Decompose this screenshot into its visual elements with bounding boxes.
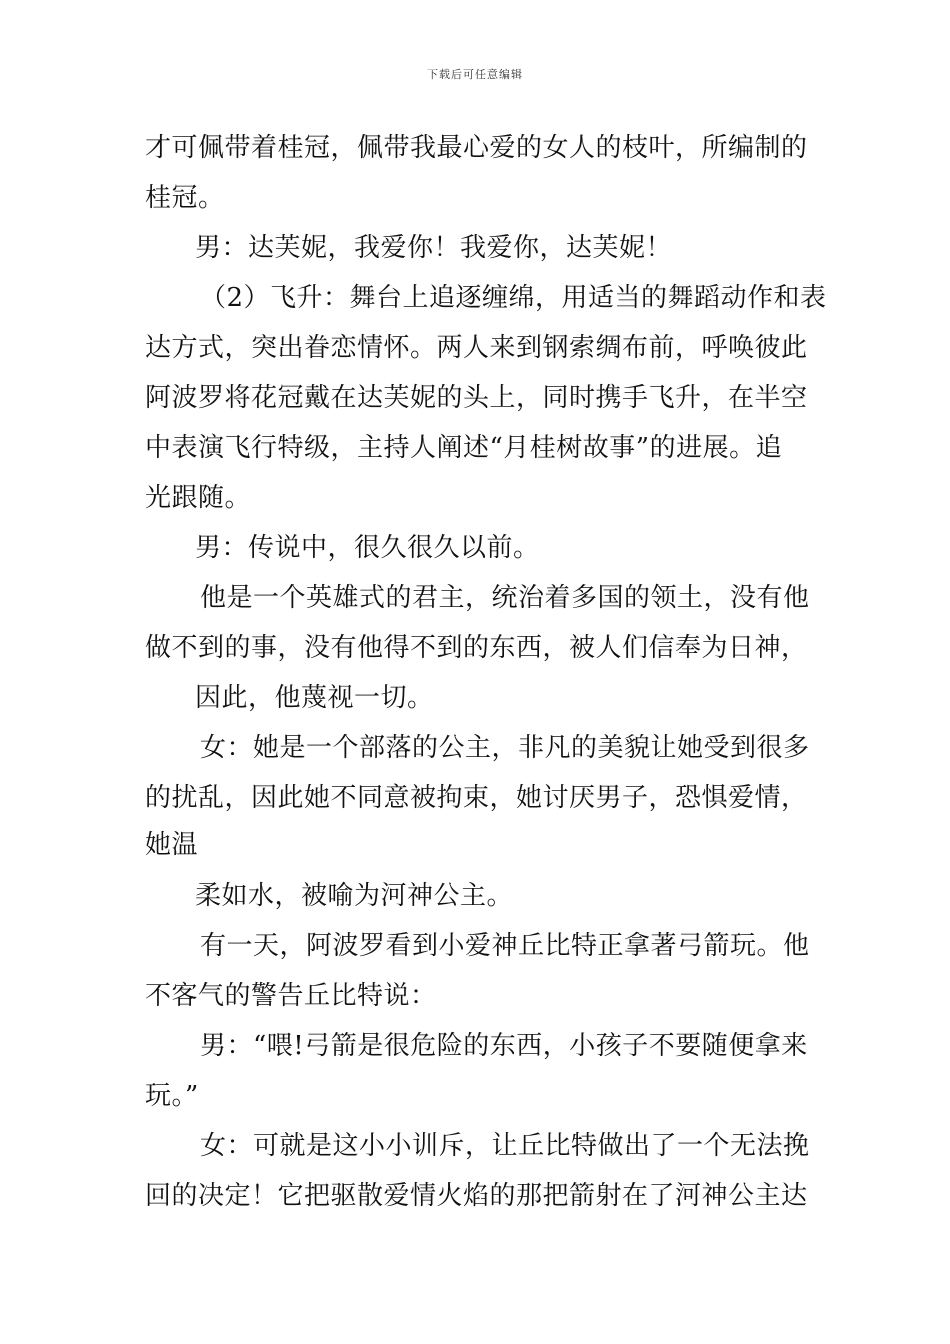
text-line: 光跟随。: [145, 483, 252, 513]
text-line: 的扰乱，因此她不同意被拘束，她讨厌男子，恐惧爱情，: [145, 783, 808, 813]
text-line: （2）飞升：舞台上追逐缠绵，用适当的舞蹈动作和表: [200, 283, 827, 313]
page-header: 下载后可任意编辑: [427, 68, 523, 81]
text-line: 柔如水，被喻为河神公主。: [195, 881, 514, 911]
text-line: 玩。”: [145, 1081, 199, 1111]
text-line: 阿波罗将花冠戴在达芙妮的头上，同时携手飞升，在半空: [145, 383, 808, 413]
text-line: 因此，他蔑视一切。: [195, 683, 434, 713]
text-line: 不客气的警告丘比特说：: [145, 981, 437, 1011]
text-line: 做不到的事，没有他得不到的东西，被人们信奉为日神，: [145, 633, 808, 663]
text-line: 男：传说中，很久很久以前。: [195, 533, 540, 563]
text-line: 有一天，阿波罗看到小爱神丘比特正拿著弓箭玩。他: [200, 931, 810, 961]
text-line: 女：可就是这小小训斥，让丘比特做出了一个无法挽: [200, 1131, 810, 1161]
text-line: 才可佩带着桂冠，佩带我最心爱的女人的枝叶，所编制的: [145, 133, 808, 163]
text-line: 桂冠。: [145, 183, 225, 213]
text-line: 女：她是一个部落的公主，非凡的美貌让她受到很多: [200, 733, 810, 763]
text-line: 她温: [145, 830, 199, 860]
text-line: 男：达芙妮，我爱你！我爱你，达芙妮！: [195, 233, 673, 263]
text-line: 达方式，突出眷恋情怀。两人来到钢索绸布前，呼唤彼此: [145, 333, 808, 363]
text-line: 中表演飞行特级，主持人阐述“月桂树故事”的进展。追: [145, 433, 783, 463]
text-line: 他是一个英雄式的君主，统治着多国的领土，没有他: [200, 583, 810, 613]
text-line: 男：“喂!弓箭是很危险的东西，小孩子不要随便拿来: [200, 1031, 808, 1061]
text-line: 回的决定！它把驱散爱情火焰的那把箭射在了河神公主达: [145, 1181, 808, 1211]
